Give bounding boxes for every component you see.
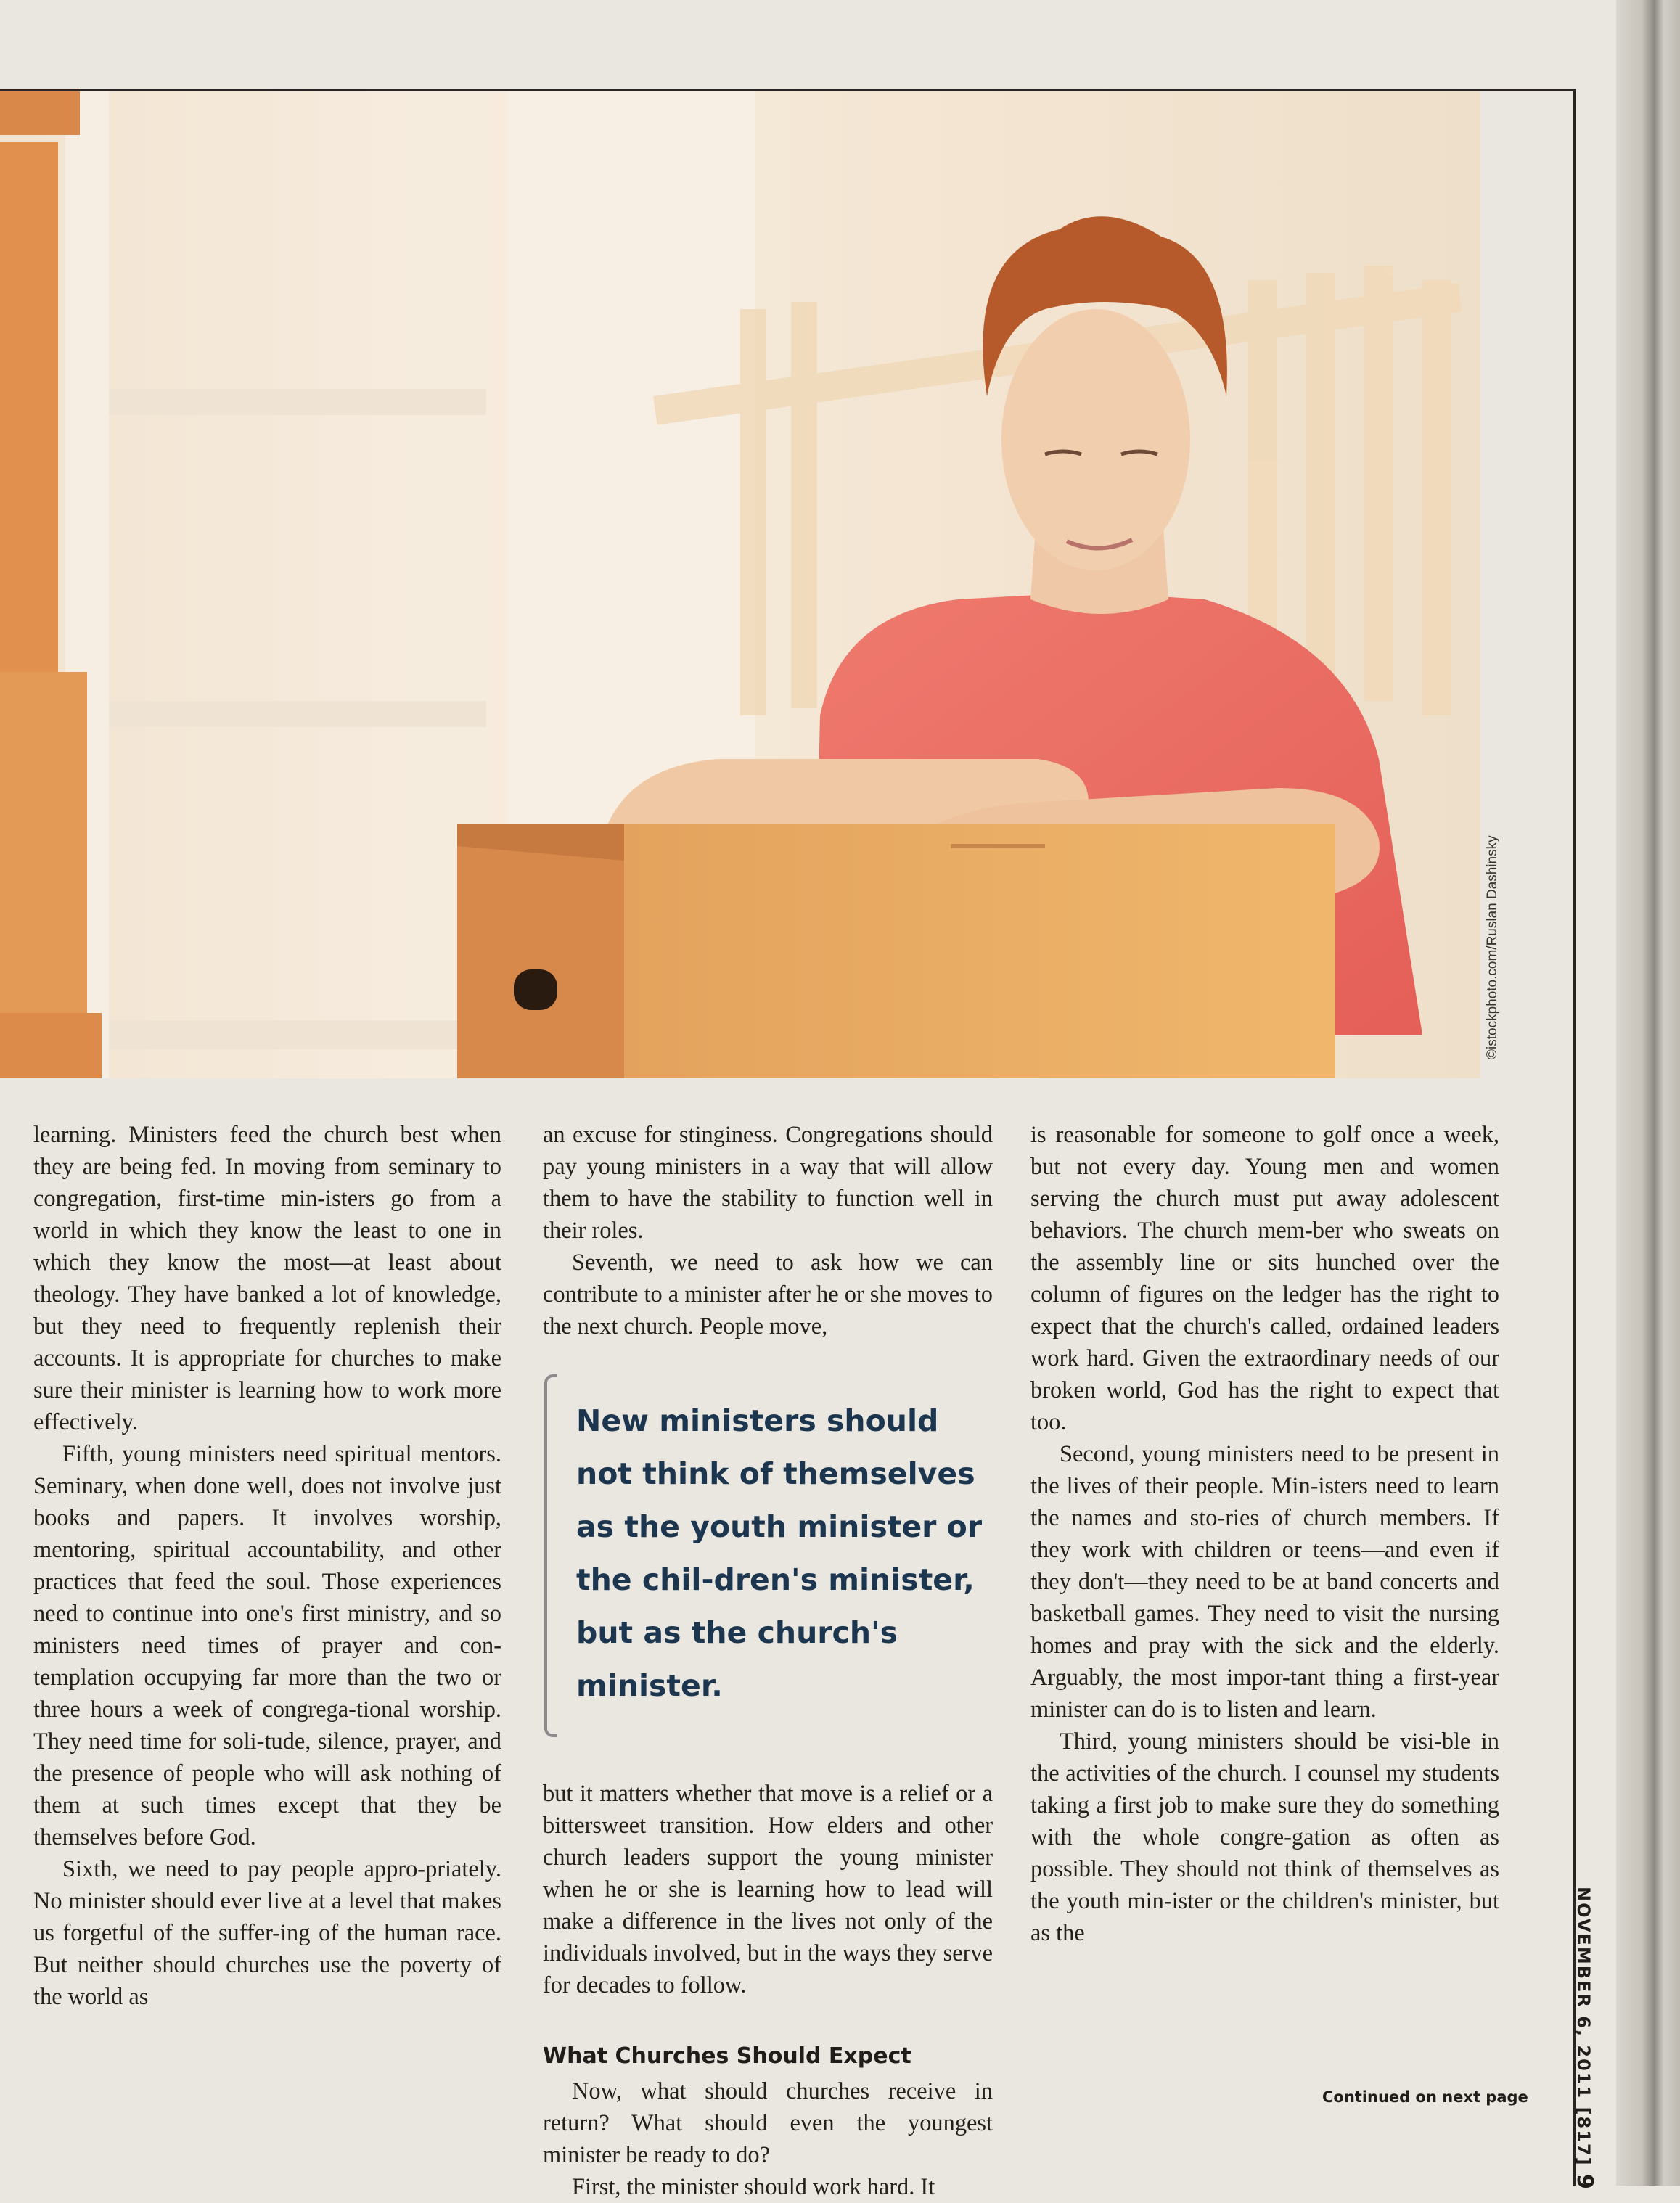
pull-quote-bracket — [544, 1374, 557, 1737]
issue-date: NOVEMBER 6, 2011 — [1573, 1887, 1594, 2100]
article-column-2 — [543, 1119, 993, 2203]
paragraph: Sixth, we need to pay people appro-priately. No minister should ever live at a level that makes us forgetful of the suffer-ing of the human race. But neither should churches use the poverty of the world as — [33, 1856, 501, 2010]
paragraph: learning. Ministers feed the church best when they are being fed. In moving from seminary to congregation, first-time min-isters go from a world in which they know the least to one in which they know the most—at least about theology. They have banked a lot of knowledge, but they need to frequently replenish their accounts. It is appropriate for churches to make sure their minister is learning how to work more effectively. — [33, 1122, 501, 1435]
article-photo — [0, 91, 1480, 1078]
section-heading: What Churches Should Expect — [543, 2043, 911, 2069]
paragraph: First, the minister should work hard. It — [572, 2174, 935, 2200]
paragraph: Now, what should churches receive in return? What should even the youngest minister be ready to do? — [543, 2078, 993, 2168]
paragraph: is reasonable for someone to golf once a week, but not every day. Young men and women serving the church must put away adolescent behaviors. The church mem-ber who sweats on the assembly line or sits hunched over the column of figures on the ledger has the right to expect that the church's called, ordained leaders work hard. Given the extraordinary needs of our broken world, God has the right to expect that too. — [1030, 1122, 1499, 1435]
paragraph: but it matters whether that move is a relief or a bittersweet transition. How elders and other church leaders support the young minister when he or she is learning how to lead will make a difference in the lives not only of the individuals involved, but in the ways they serve for decades to follow. — [543, 1781, 993, 1998]
pull-quote-text: New ministers should not think of themselves as the youth minister or the chil-dren's minister, but as the church's minister. — [576, 1403, 983, 1703]
article-column-3 — [1030, 1119, 1499, 1949]
article-column-1 — [33, 1119, 501, 2013]
frame-rule-right — [1573, 89, 1576, 2186]
page-folio — [1572, 1887, 1597, 2191]
adjacent-page-edge — [1616, 0, 1680, 2186]
photo-young-man-with-moving-box-icon — [0, 91, 1480, 1078]
paragraph: Second, young ministers need to be present in the lives of their people. Min-isters need to learn the names and sto-ries of church members. If they work with children or teens—and even if they don't—they need to be at band concerts and basketball games. They need to visit the nursing homes and pray with the sick and the elderly. Arguably, the most impor-tant thing a first-year minister can do is to listen and learn. — [1030, 1441, 1499, 1723]
paragraph: an excuse for stinginess. Congregations should pay young ministers in a way that will allow them to have the stability to function well in their roles. — [543, 1122, 993, 1244]
photo-credit: ©istockphoto.com/Ruslan Dashinsky — [1485, 835, 1500, 1059]
paragraph: Third, young ministers should be visi-ble in the activities of the church. I counsel my students taking a first job to make sure they do something with the whole congre-gation as often as possible. They should not think of themselves as the youth min-ister or the children's minister, but as the — [1030, 1728, 1499, 1946]
issue-code: [817] — [1573, 2106, 1594, 2167]
pull-quote — [543, 1374, 993, 1737]
continued-note: Continued on next page — [1322, 2088, 1528, 2106]
paragraph: Seventh, we need to ask how we can contribute to a minister after he or she moves to the next church. People move, — [543, 1250, 993, 1340]
page-number: 9 — [1572, 2173, 1597, 2191]
paragraph: Fifth, young ministers need spiritual mentors. Seminary, when done well, does not involve just books and papers. It involves worship, mentoring, spiritual accountability, and other practices that feed the soul. Those experiences need to continue into one's first ministry, and so ministers need times of prayer and con-templation occupying far more than the two or three hours a week of congrega-tional worship. They need time for soli-tude, silence, prayer, and the presence of people who will ask nothing of them at such times except that they be themselves before God. — [33, 1441, 501, 1850]
